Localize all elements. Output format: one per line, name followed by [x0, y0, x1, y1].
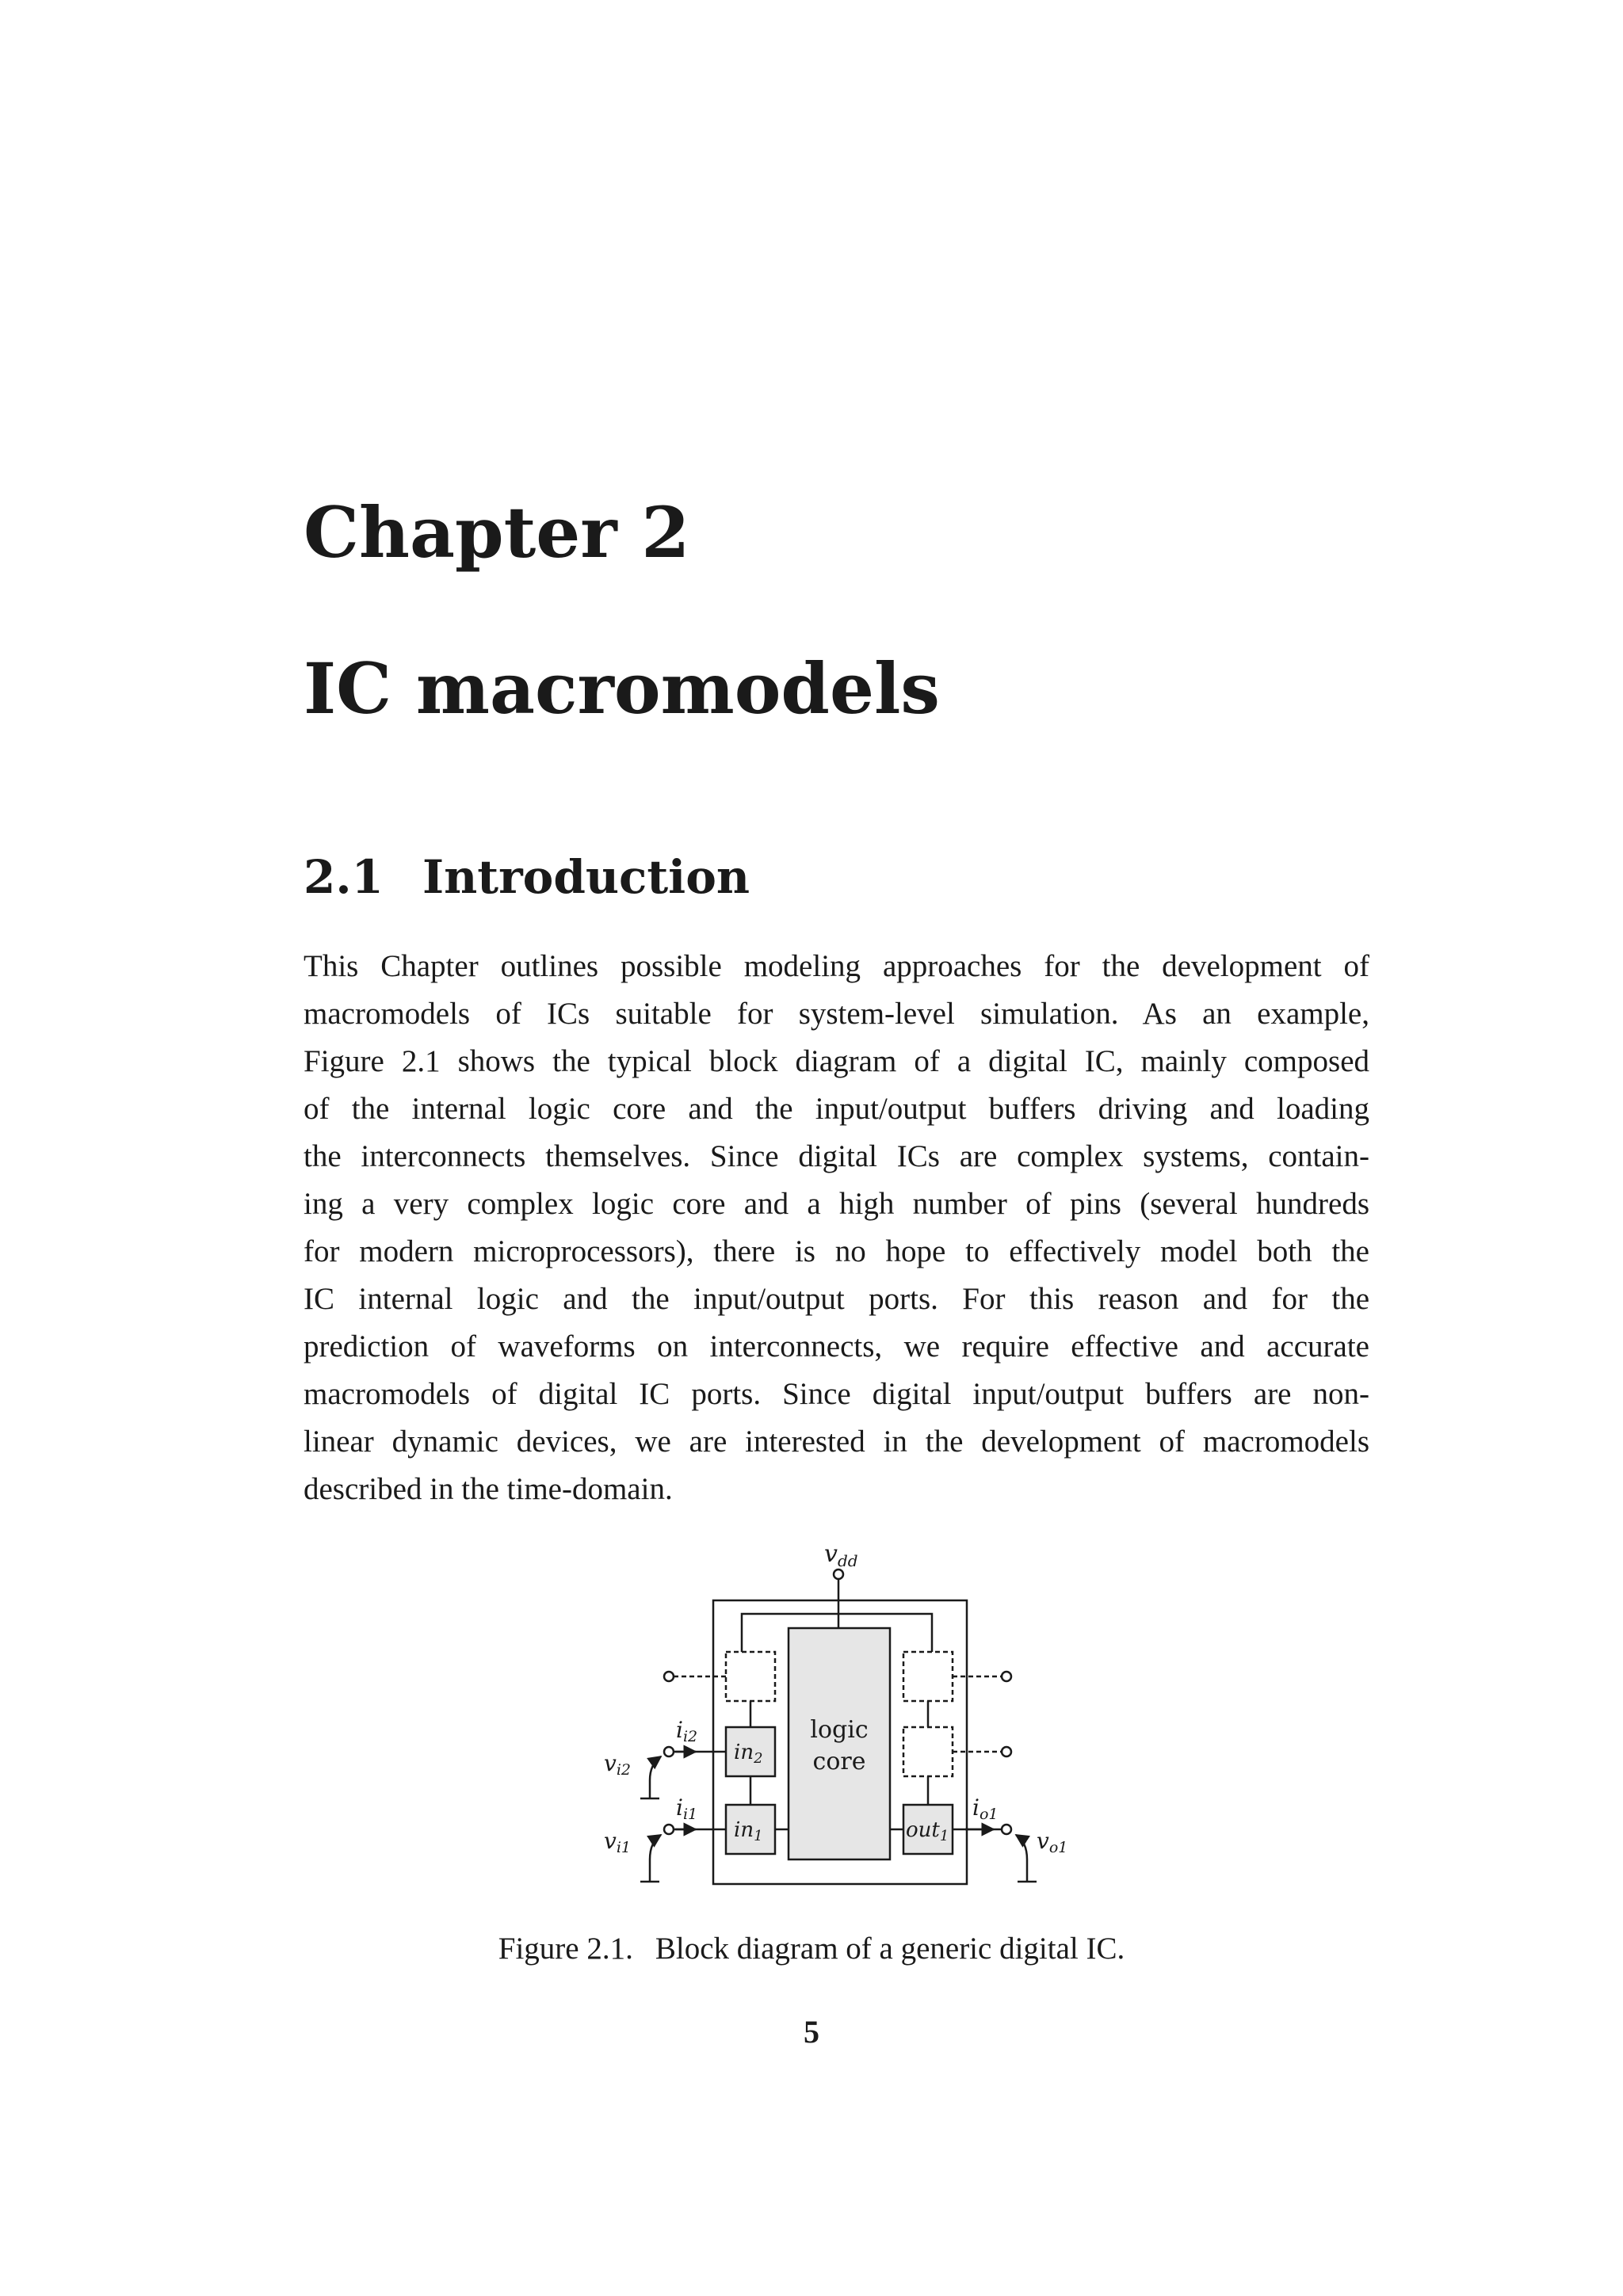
figure-caption-text: Block diagram of a generic digital IC. — [655, 1932, 1125, 1966]
chapter-label: Chapter 2 — [304, 491, 690, 574]
chapter-title: IC macromodels — [304, 647, 940, 730]
block-diagram-figure — [586, 1533, 1078, 1913]
in1-label: in1 — [734, 1818, 763, 1844]
paragraph-line: This Chapter outlines possible modeling approaches for the development of — [304, 949, 1369, 983]
pin-left-top — [664, 1672, 674, 1681]
logic-core-block — [789, 1628, 890, 1859]
paragraph-line: described in the time-domain. — [304, 1472, 673, 1506]
vo1-label: vo1 — [1037, 1828, 1068, 1856]
block-diagram — [586, 1533, 1078, 1913]
logic-core-label-line1: logic — [810, 1716, 869, 1744]
pin-vi2 — [664, 1747, 674, 1756]
ii1-label: ii1 — [676, 1794, 698, 1823]
vi2-voltage-arrow — [650, 1756, 661, 1798]
paragraph-line: macromodels of digital IC ports. Since digital input/output buffers are non- — [304, 1377, 1369, 1411]
paragraph-line: linear dynamic devices, we are interested in the development of macromodels — [304, 1425, 1369, 1459]
output-buffer-dashed-block-mid — [903, 1727, 953, 1776]
pin-vo1 — [1002, 1825, 1011, 1834]
section-number: 2.1 — [304, 850, 384, 904]
logic-core-label-line2: core — [812, 1748, 866, 1775]
pin-right-top — [1002, 1672, 1011, 1681]
output-buffer-dashed-block-top — [903, 1652, 953, 1701]
paragraph-line: ing a very complex logic core and a high number of pins (several hundreds — [304, 1187, 1369, 1221]
vdd-label: $v_{dd}$ — [824, 1540, 858, 1570]
vdd-terminal — [834, 1569, 843, 1579]
paragraph-line: IC internal logic and the input/output ports. For this reason and for the — [304, 1282, 1369, 1316]
pin-vi1 — [664, 1825, 674, 1834]
vi1-label: vi1 — [604, 1828, 631, 1856]
vi2-label: vi2 — [604, 1750, 631, 1779]
paragraph-line: for modern microprocessors), there is no hope to effectively model both the — [304, 1234, 1369, 1268]
paragraph-line: the interconnects themselves. Since digital ICs are complex systems, contain- — [304, 1139, 1369, 1173]
page-number: 5 — [804, 2014, 819, 2050]
out1-label: out1 — [906, 1818, 949, 1844]
ii2-label: ii2 — [676, 1717, 698, 1745]
section-heading — [304, 850, 750, 904]
input-buffer-dashed-block — [726, 1652, 775, 1701]
paragraph-line: of the internal logic core and the input/output buffers driving and loading — [304, 1092, 1369, 1126]
pin-right-mid — [1002, 1747, 1011, 1756]
section-title: Introduction — [422, 850, 750, 904]
io1-label: io1 — [972, 1794, 999, 1823]
figure-caption-label: Figure 2.1. — [498, 1932, 633, 1966]
vo1-voltage-arrow — [1016, 1835, 1027, 1882]
paragraph-line: macromodels of ICs suitable for system-level simulation. As an example, — [304, 997, 1369, 1031]
vi1-voltage-arrow — [650, 1835, 661, 1882]
figure-caption — [0, 1933, 1623, 1964]
in2-label: in2 — [734, 1741, 763, 1767]
intro-paragraph — [304, 943, 1369, 1513]
paragraph-line: prediction of waveforms on interconnects, we require effective and accurate — [304, 1329, 1369, 1363]
paragraph-line: Figure 2.1 shows the typical block diagram of a digital IC, mainly composed — [304, 1044, 1369, 1078]
